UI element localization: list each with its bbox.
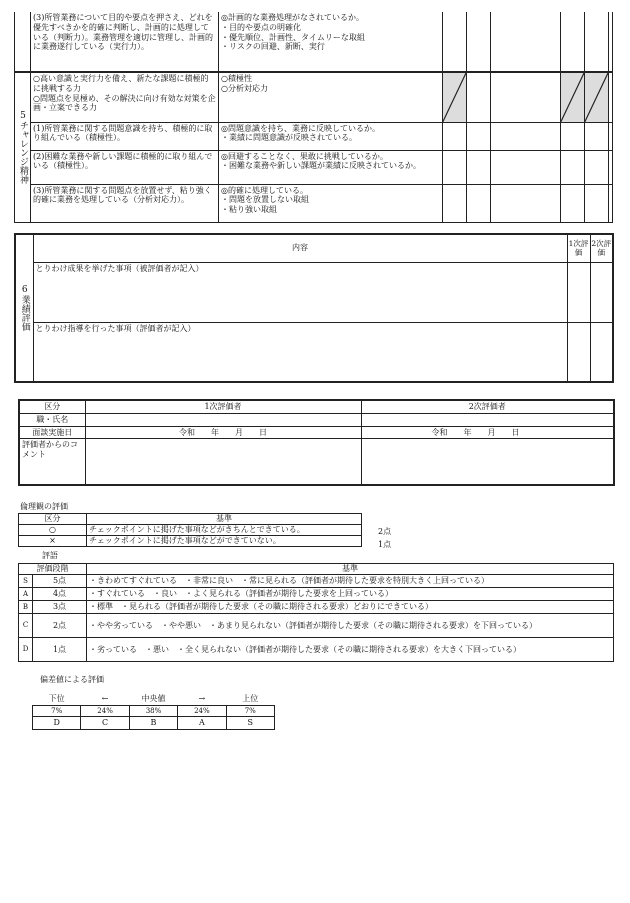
item-1-checkpoints: ◎問題意識を持ち、業務に反映しているか。 ・業績に問題意識が反映されている。 [219, 122, 443, 150]
grade-d-text: ・劣っている ・悪い ・全く見られない（評価者が期待した要求（その職に期待される要求）を大きく下回っている） [87, 638, 614, 662]
grade-d-points: 1点 [33, 638, 87, 662]
dev-header-upper: 上位 [226, 693, 274, 705]
second-eval-cell[interactable] [590, 262, 613, 322]
score-cell[interactable] [443, 184, 467, 222]
second-evaluator-comment[interactable] [361, 439, 614, 485]
second-eval-header: 2次評価 [590, 234, 613, 262]
grade-c: C [19, 614, 33, 638]
challenge-section-table [14, 12, 613, 223]
item-3-description: (3)所管業務に関する問題点を放置せず、粘り強く的確に業務を処理している（分析対応力）。 [31, 184, 219, 222]
dev-percent: 7% [33, 705, 81, 717]
ethics-title: 倫理観の評価 [20, 502, 68, 511]
dev-percent: 38% [129, 705, 177, 717]
deviation-title: 偏差値による評価 [40, 675, 104, 684]
score-cell[interactable] [561, 122, 585, 150]
dev-percent: 7% [226, 705, 274, 717]
item-2-checkpoints: ◎回避することなく、果敢に挑戦しているか。 ・困難な業務や新しい課題が業績に反映されているか。 [219, 150, 443, 184]
item-1-description: (1)所管業務に関する問題意識を持ち、積極的に取り組んでいる（積極性）。 [31, 122, 219, 150]
grade-b-text: ・標準 ・見られる（評価者が期待した要求（その職に期待される要求）どおりにできている） [87, 601, 614, 614]
first-eval-header: 1次評価 [567, 234, 590, 262]
ethics-text-good: チェックポイントに掲げた事項などがきちんとできている。 [87, 525, 362, 536]
first-evaluator-name[interactable] [85, 413, 361, 426]
ethics-mark-good: ○ [19, 525, 87, 536]
grade-s: S [19, 575, 33, 588]
score-cell[interactable] [491, 150, 561, 184]
grading-title: 評語 [42, 551, 58, 560]
grading-table [18, 563, 614, 662]
grade-b-points: 3点 [33, 601, 87, 614]
dev-grade: C [81, 717, 129, 730]
evaluator-table [18, 399, 615, 486]
ethics-kijun-header: 基準 [87, 514, 362, 525]
score-cell[interactable] [585, 184, 609, 222]
comment-row-label: 評価者からのコメント [19, 439, 85, 485]
deviation-table [32, 693, 275, 730]
diagonal-cell [585, 72, 609, 122]
score-cell[interactable] [443, 150, 467, 184]
first-evaluator-comment[interactable] [85, 439, 361, 485]
score-cell[interactable] [491, 12, 561, 72]
dev-grade: D [33, 717, 81, 730]
score-cell[interactable] [491, 122, 561, 150]
ethics-text-bad: チェックポイントに掲げた事項などができていない。 [87, 536, 362, 547]
prev-item-3-description: (3)所管業務について目的や要点を押さえ、どれを優先すべきかを的確に判断し、計画的に処理している（判断力）。業務管理を適切に管理し、計画的に業務遂行している（実行力）。 [31, 12, 219, 72]
dev-grade: A [178, 717, 226, 730]
guidance-field[interactable]: とりわけ指導を行った事項（評価者が記入） [33, 322, 567, 382]
score-cell[interactable] [491, 184, 561, 222]
arrow-right-icon: → [178, 693, 226, 705]
diagonal-cell [443, 72, 467, 122]
score-cell[interactable] [585, 150, 609, 184]
ethics-kubun-header: 区分 [19, 514, 87, 525]
ethics-table [18, 513, 362, 547]
arrow-left-icon: ← [81, 693, 129, 705]
item-3-checkpoints: ◎的確に処理している。 ・問題を放置しない取組 ・粘り強い取組 [219, 184, 443, 222]
section-5-intro: ○高い意識と実行力を備え、新たな課題に積極的に挑戦する力 ○問題点を見極め、その解決に向け有効な対策を企画・立案できる力 [31, 72, 219, 122]
grading-stage-header: 評価段階 [19, 564, 87, 575]
second-interview-date[interactable]: 令和 年 月 日 [361, 426, 614, 439]
score-cell[interactable] [467, 184, 491, 222]
ethics-mark-bad: × [19, 536, 87, 547]
section-6-label: 6業績評価 [15, 234, 33, 382]
score-cell[interactable] [561, 150, 585, 184]
achievement-field[interactable]: とりわけ成果を挙げた事項（被評価者が記入） [33, 262, 567, 322]
grade-a-points: 4点 [33, 588, 87, 601]
dev-percent: 24% [81, 705, 129, 717]
name-row-label: 職・氏名 [19, 413, 85, 426]
kubun-header: 区分 [19, 400, 85, 413]
item-2-description: (2)困難な業務や新しい課題に積極的に取り組んでいる（積極性）。 [31, 150, 219, 184]
grade-d: D [19, 638, 33, 662]
section-5-label: 5チャレンジ精神 [15, 72, 31, 222]
score-cell[interactable] [585, 122, 609, 150]
grade-a-text: ・すぐれている ・良い ・よく見られる（評価者が期待した要求を上回っている） [87, 588, 614, 601]
dev-header-lower: 下位 [33, 693, 81, 705]
dev-grade: B [129, 717, 177, 730]
score-cell[interactable] [467, 150, 491, 184]
grade-c-text: ・やや劣っている ・やや悪い ・あまり見られない（評価者が期待した要求（その職に期待される要求）を下回っている） [87, 614, 614, 638]
section-5-intro-points: ○積極性 ○分析対応力 [219, 72, 443, 122]
ethics-points-good: 2点 [378, 527, 392, 536]
grade-c-points: 2点 [33, 614, 87, 638]
score-cell[interactable] [585, 12, 609, 72]
first-eval-cell[interactable] [567, 262, 590, 322]
dev-grade: S [226, 717, 274, 730]
grade-b: B [19, 601, 33, 614]
diagonal-cell [561, 72, 585, 122]
grade-s-points: 5点 [33, 575, 87, 588]
grade-a: A [19, 588, 33, 601]
content-header: 内容 [33, 234, 567, 262]
second-evaluator-header: 2次評価者 [361, 400, 614, 413]
first-evaluator-header: 1次評価者 [85, 400, 361, 413]
first-eval-cell[interactable] [567, 322, 590, 382]
second-evaluator-name[interactable] [361, 413, 614, 426]
second-eval-cell[interactable] [590, 322, 613, 382]
date-row-label: 面談実施日 [19, 426, 85, 439]
score-cell[interactable] [561, 184, 585, 222]
prev-item-3-checkpoints: ◎計画的な業務処理がなされているか。 ・目的や要点の明確化 ・優先順位、計画性、タイムリーな取組 ・リスクの回避、新断、実行 [219, 12, 443, 72]
score-cell[interactable] [467, 12, 491, 72]
score-cell[interactable] [443, 12, 467, 72]
first-interview-date[interactable]: 令和 年 月 日 [85, 426, 361, 439]
score-cell[interactable] [561, 12, 585, 72]
ethics-points-bad: 1点 [378, 540, 392, 549]
grade-s-text: ・きわめてすぐれている ・非常に良い ・常に見られる（評価者が期待した要求を特別大きく上回っている） [87, 575, 614, 588]
grading-kijun-header: 基準 [87, 564, 614, 575]
dev-percent: 24% [178, 705, 226, 717]
performance-evaluation-table [14, 233, 614, 383]
dev-header-median: 中央値 [129, 693, 177, 705]
score-cell[interactable] [467, 122, 491, 150]
score-cell[interactable] [443, 122, 467, 150]
